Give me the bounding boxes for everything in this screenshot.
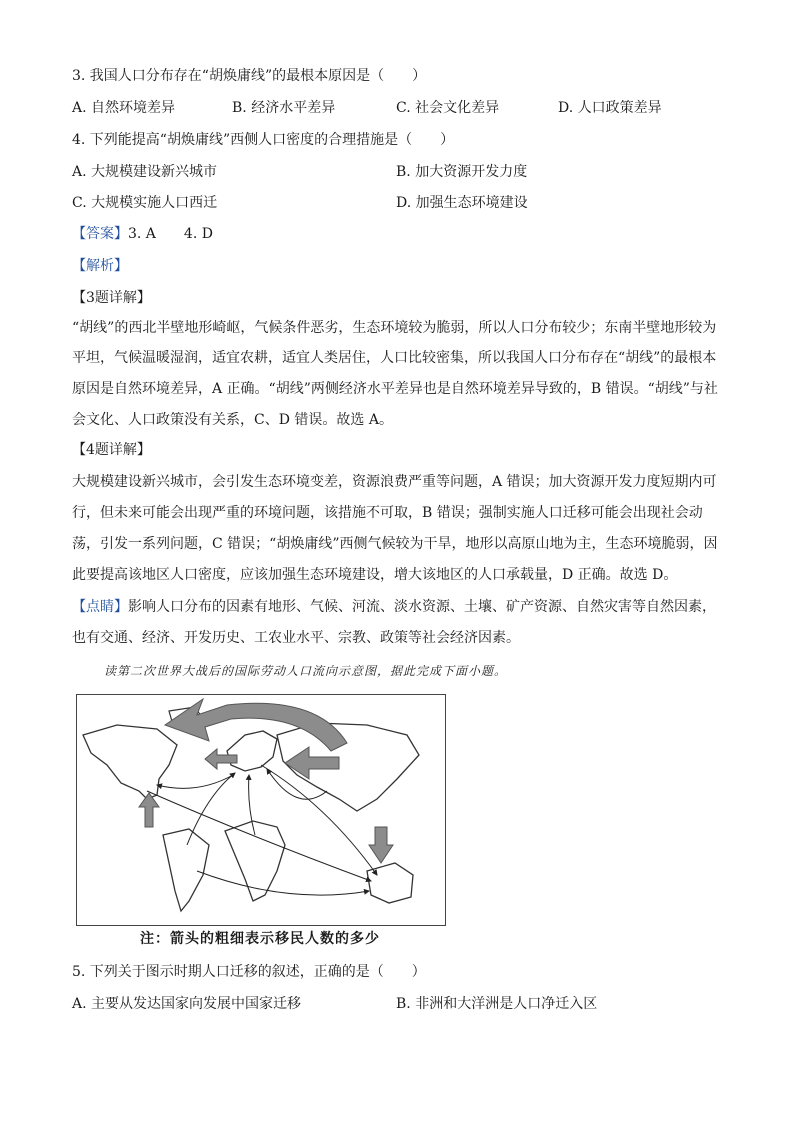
dianjing-line-1 — [72, 597, 716, 617]
q5-stem: 5. 下列关于图示时期人口迁移的叙述，正确的是（ ） — [72, 964, 426, 980]
answer-label: 【答案】 — [72, 226, 128, 242]
d4-line-3: 荡，引发一系列问题，C 错误；“胡焕庸线”西侧气候较为干旱，地形以高原山地为主，生态环境脆弱，因 — [72, 536, 718, 552]
q4-option-d: D. 加强生态环境建设 — [396, 195, 528, 211]
map-note: 注：箭头的粗细表示移民人数的多少 — [140, 931, 380, 947]
q3-option-a: A. 自然环境差异 — [72, 100, 176, 116]
analysis-label: 【解析】 — [72, 258, 128, 274]
dianjing-label: 【点睛】 — [72, 599, 128, 615]
dianjing-text-1: 影响人口分布的因素有地形、气候、河流、淡水资源、土壤、矿产资源、自然灾害等自然因素， — [128, 599, 716, 615]
q3-option-c: C. 社会文化差异 — [396, 100, 500, 116]
q3-option-d: D. 人口政策差异 — [558, 100, 662, 116]
map-caption: 读第二次世界大战后的国际劳动人口流向示意图，据此完成下面小题。 — [104, 664, 508, 678]
migration-map-svg — [77, 695, 445, 925]
europe-shape — [227, 731, 277, 771]
d3-line-1: “胡线”的西北半壁地形崎岖，气候条件恶劣，生态环境较为脆弱，所以人口分布较少；东南半壁地形较为 — [72, 320, 717, 336]
australia-shape — [367, 863, 413, 903]
answer-line — [72, 224, 213, 244]
north-america-shape — [83, 725, 177, 799]
q3-stem: 3. 我国人口分布存在“胡焕庸线”的最根本原因是（ ） — [72, 68, 427, 84]
dianjing-line-2: 也有交通、经济、开发历史、工农业水平、宗教、政策等社会经济因素。 — [72, 630, 520, 646]
answer-text: 3. A 4. D — [128, 226, 213, 242]
d4-title: 【4题详解】 — [72, 442, 151, 458]
q3-option-b: B. 经济水平差异 — [232, 100, 336, 116]
africa-shape — [225, 821, 285, 901]
arrow-asia-to-australia — [369, 827, 393, 863]
q4-option-b: B. 加大资源开发力度 — [396, 164, 528, 180]
arrow-sa-to-na — [139, 793, 159, 827]
d3-line-3: 原因是自然环境差异，A 正确。“胡线”两侧经济水平差异也是自然环境差异导致的，B 错误。“胡线”与社 — [72, 381, 718, 397]
d4-line-1: 大规模建设新兴城市，会引发生态环境变差，资源浪费严重等问题，A 错误；加大资源开发力度短期内可 — [72, 474, 717, 490]
q5-option-b: B. 非洲和大洋洲是人口净迁入区 — [396, 996, 598, 1012]
q4-option-a: A. 大规模建设新兴城市 — [72, 164, 218, 180]
migration-map — [76, 694, 446, 926]
flow-sa-to-australia — [197, 871, 369, 895]
d3-line-4: 会文化、人口政策没有关系，C、D 错误。故选 A。 — [72, 412, 393, 428]
d3-line-2: 平坦，气候温暖湿润，适宜农耕，适宜人类居住，人口比较密集，所以我国人口分布存在“胡线”的最根本 — [72, 350, 717, 366]
d3-title: 【3题详解】 — [72, 290, 151, 306]
q5-option-a: A. 主要从发达国家向发展中国家迁移 — [72, 996, 302, 1012]
south-america-shape — [163, 829, 209, 911]
q4-stem: 4. 下列能提高“胡焕庸线”西侧人口密度的合理措施是（ ） — [72, 132, 455, 148]
d4-line-2: 行，但未来可能会出现严重的环境问题，该措施不可取，B 错误；强制实施人口迁移可能会出现社会动 — [72, 505, 703, 521]
d4-line-4: 此要提高该地区人口密度，应该加强生态环境建设，增大该地区的人口承载量，D 正确。故选 D。 — [72, 567, 678, 583]
q4-option-c: C. 大规模实施人口西迁 — [72, 195, 218, 211]
